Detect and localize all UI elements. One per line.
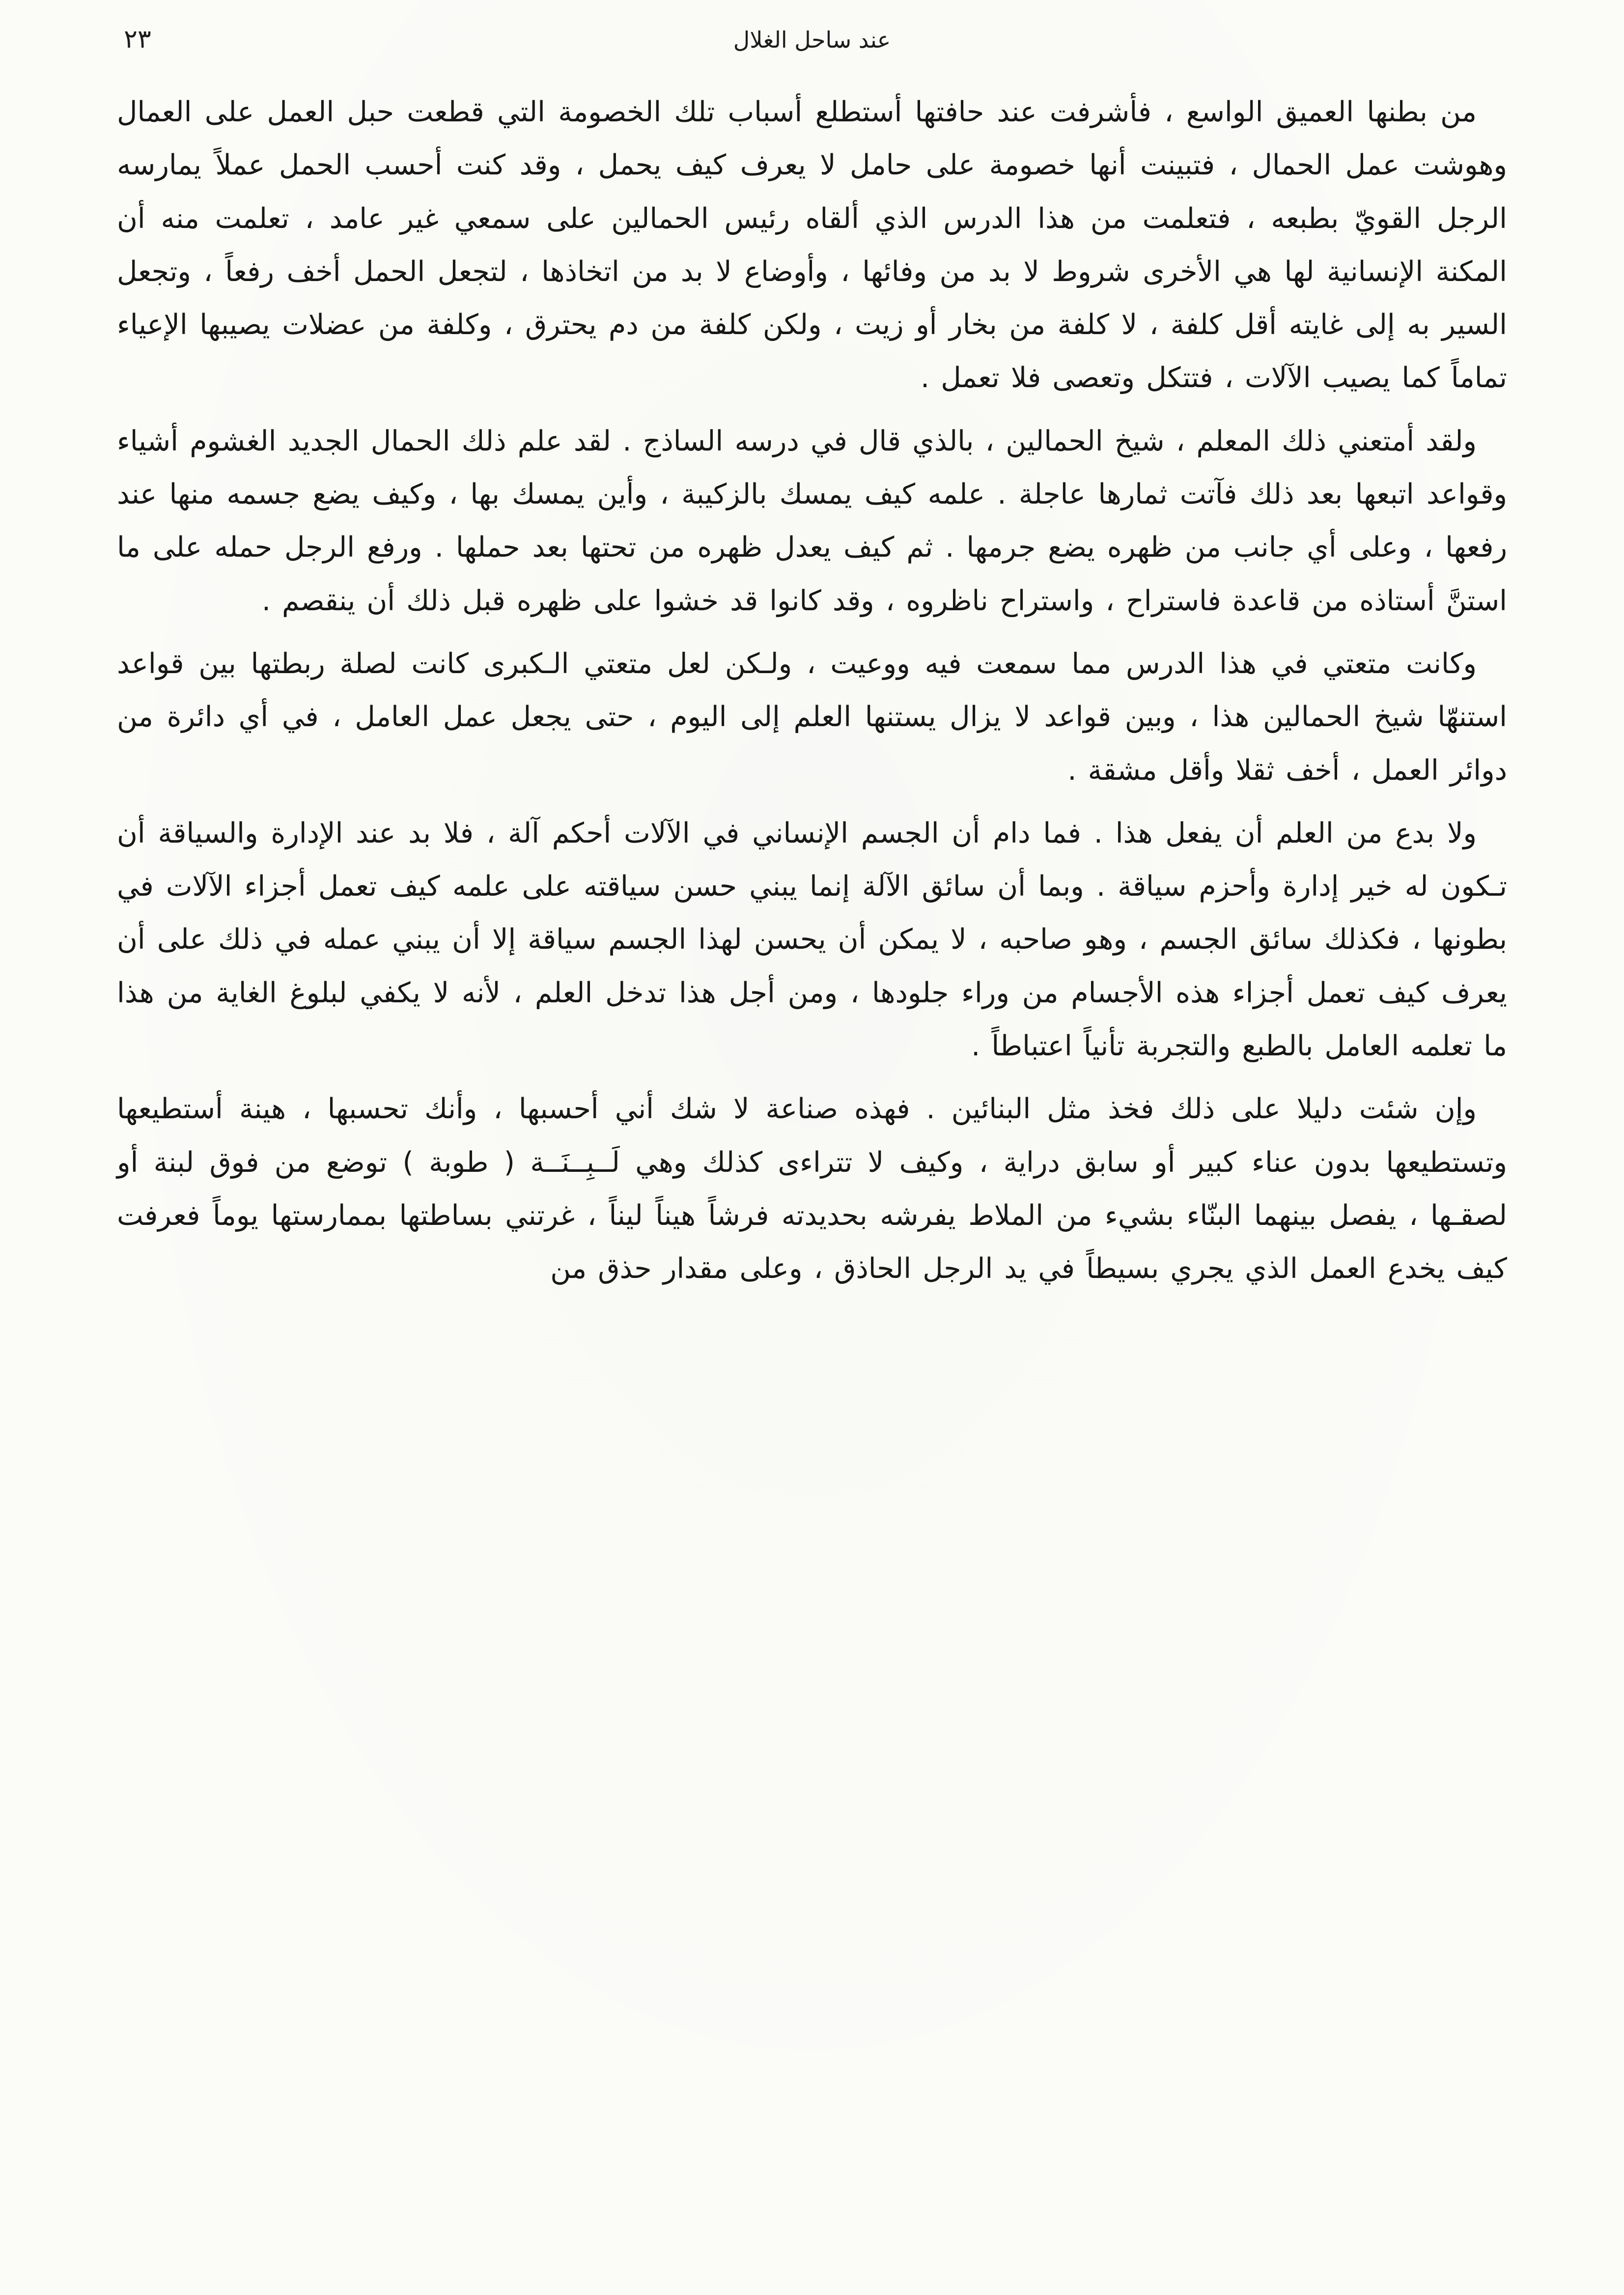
page-body — [117, 85, 1507, 1296]
page-header — [117, 24, 1507, 73]
paragraph-2: ولقد أمتعني ذلك المعلم ، شيخ الحمالين ، بالذي قال في درسه الساذج . لقد علم ذلك الحمال الجديد الغشوم أشياء وقواعد اتبعها بعد ذلك فآتت ثمارها عاجلة . علمه كيف يمسك بالزكيبة ، وأين يمسك بها ، وكيف يضع جسمه منها عند رفعها ، وعلى أي جانب من ظهره يضع جرمها . ثم كيف يعدل ظهره من تحتها بعد حملها . ورفع الرجل حمله على ما استنَّ أستاذه من قاعدة فاستراح ، واستراح ناظروه ، وقد كانوا قد خشوا على ظهره قبل ذلك أن ينقصم . — [117, 425, 1507, 617]
paragraph-3: وكانت متعتي في هذا الدرس مما سمعت فيه ووعيت ، ولـكن لعل متعتي الـكبرى كانت لصلة ربطتها بين قواعد استنهّا شيخ الحمالين هذا ، وبين قواعد لا يزال يستنها العلم إلى اليوم ، حتى يجعل عمل العامل ، في أي دائرة من دوائر العمل ، أخف ثقلا وأقل مشقة . — [117, 647, 1507, 787]
paragraph-4: ولا بدع من العلم أن يفعل هذا . فما دام أن الجسم الإنساني في الآلات أحكم آلة ، فلا بد عند الإدارة والسياقة أن تـكون له خير إدارة وأحزم سياقة . وبما أن سائق الآلة إنما يبني حسن سياقته على علمه كيف تعمل أجزاء الآلات في بطونها ، فكذلك سائق الجسم ، وهو صاحبه ، لا يمكن أن يحسن لهذا الجسم سياقة إلا أن يبني عمله في ذلك على أن يعرف كيف تعمل أجزاء هذه الأجسام من وراء جلودها ، ومن أجل هذا تدخل العلم ، لأنه لا يكفي لبلوغ الغاية من هذا ما تعلمه العامل بالطبع والتجربة تأنياً اعتباطاً . — [117, 817, 1507, 1063]
paragraph-5: وإن شئت دليلا على ذلك فخذ مثل البنائين . فهذه صناعة لا شك أني أحسبها ، وأنك تحسبها ، هينة أستطيعها وتستطيعها بدون عناء كبير أو سابق دراية ، وكيف لا تتراءى كذلك وهي لَــبِــنَــة ( طوبة ) توضع من فوق لبنة أو لصقـها ، يفصل بينهما البنّاء بشيء من الملاط يفرشه بحديدته فرشاً هيناً ليناً ، غرتني بساطتها بممارستها يوماً فعرفت كيف يخدع العمل الذي يجري بسيطاً في يد الرجل الحاذق ، وعلى مقدار حذق من — [117, 1093, 1507, 1285]
page-title: عند ساحل الغلال — [733, 27, 891, 53]
paragraph-1: من بطنها العميق الواسع ، فأشرفت عند حافتها أستطلع أسباب تلك الخصومة التي قطعت حبل العمل على العمال وهوشت عمل الحمال ، فتبينت أنها خصومة على حامل لا يعرف كيف يحمل ، وقد كنت أحسب الحمل عملاً يمارسه الرجل القويّ بطبعه ، فتعلمت من هذا الدرس الذي ألقاه رئيس الحمالين على سمعي غير عامد ، تعلمت منه أن المكنة الإنسانية لها هي الأخرى شروط لا بد من وفائها ، وأوضاع لا بد من اتخاذها ، لتجعل الحمل أخف رفعاً ، وتجعل السير به إلى غايته أقل كلفة ، لا كلفة من بخار أو زيت ، ولكن كلفة من دم يحترق ، وكلفة من عضلات يصيبها الإعياء تماماً كما يصيب الآلات ، فتتكل وتعصى فلا تعمل . — [117, 96, 1507, 395]
page-number: ٢٣ — [124, 25, 151, 54]
